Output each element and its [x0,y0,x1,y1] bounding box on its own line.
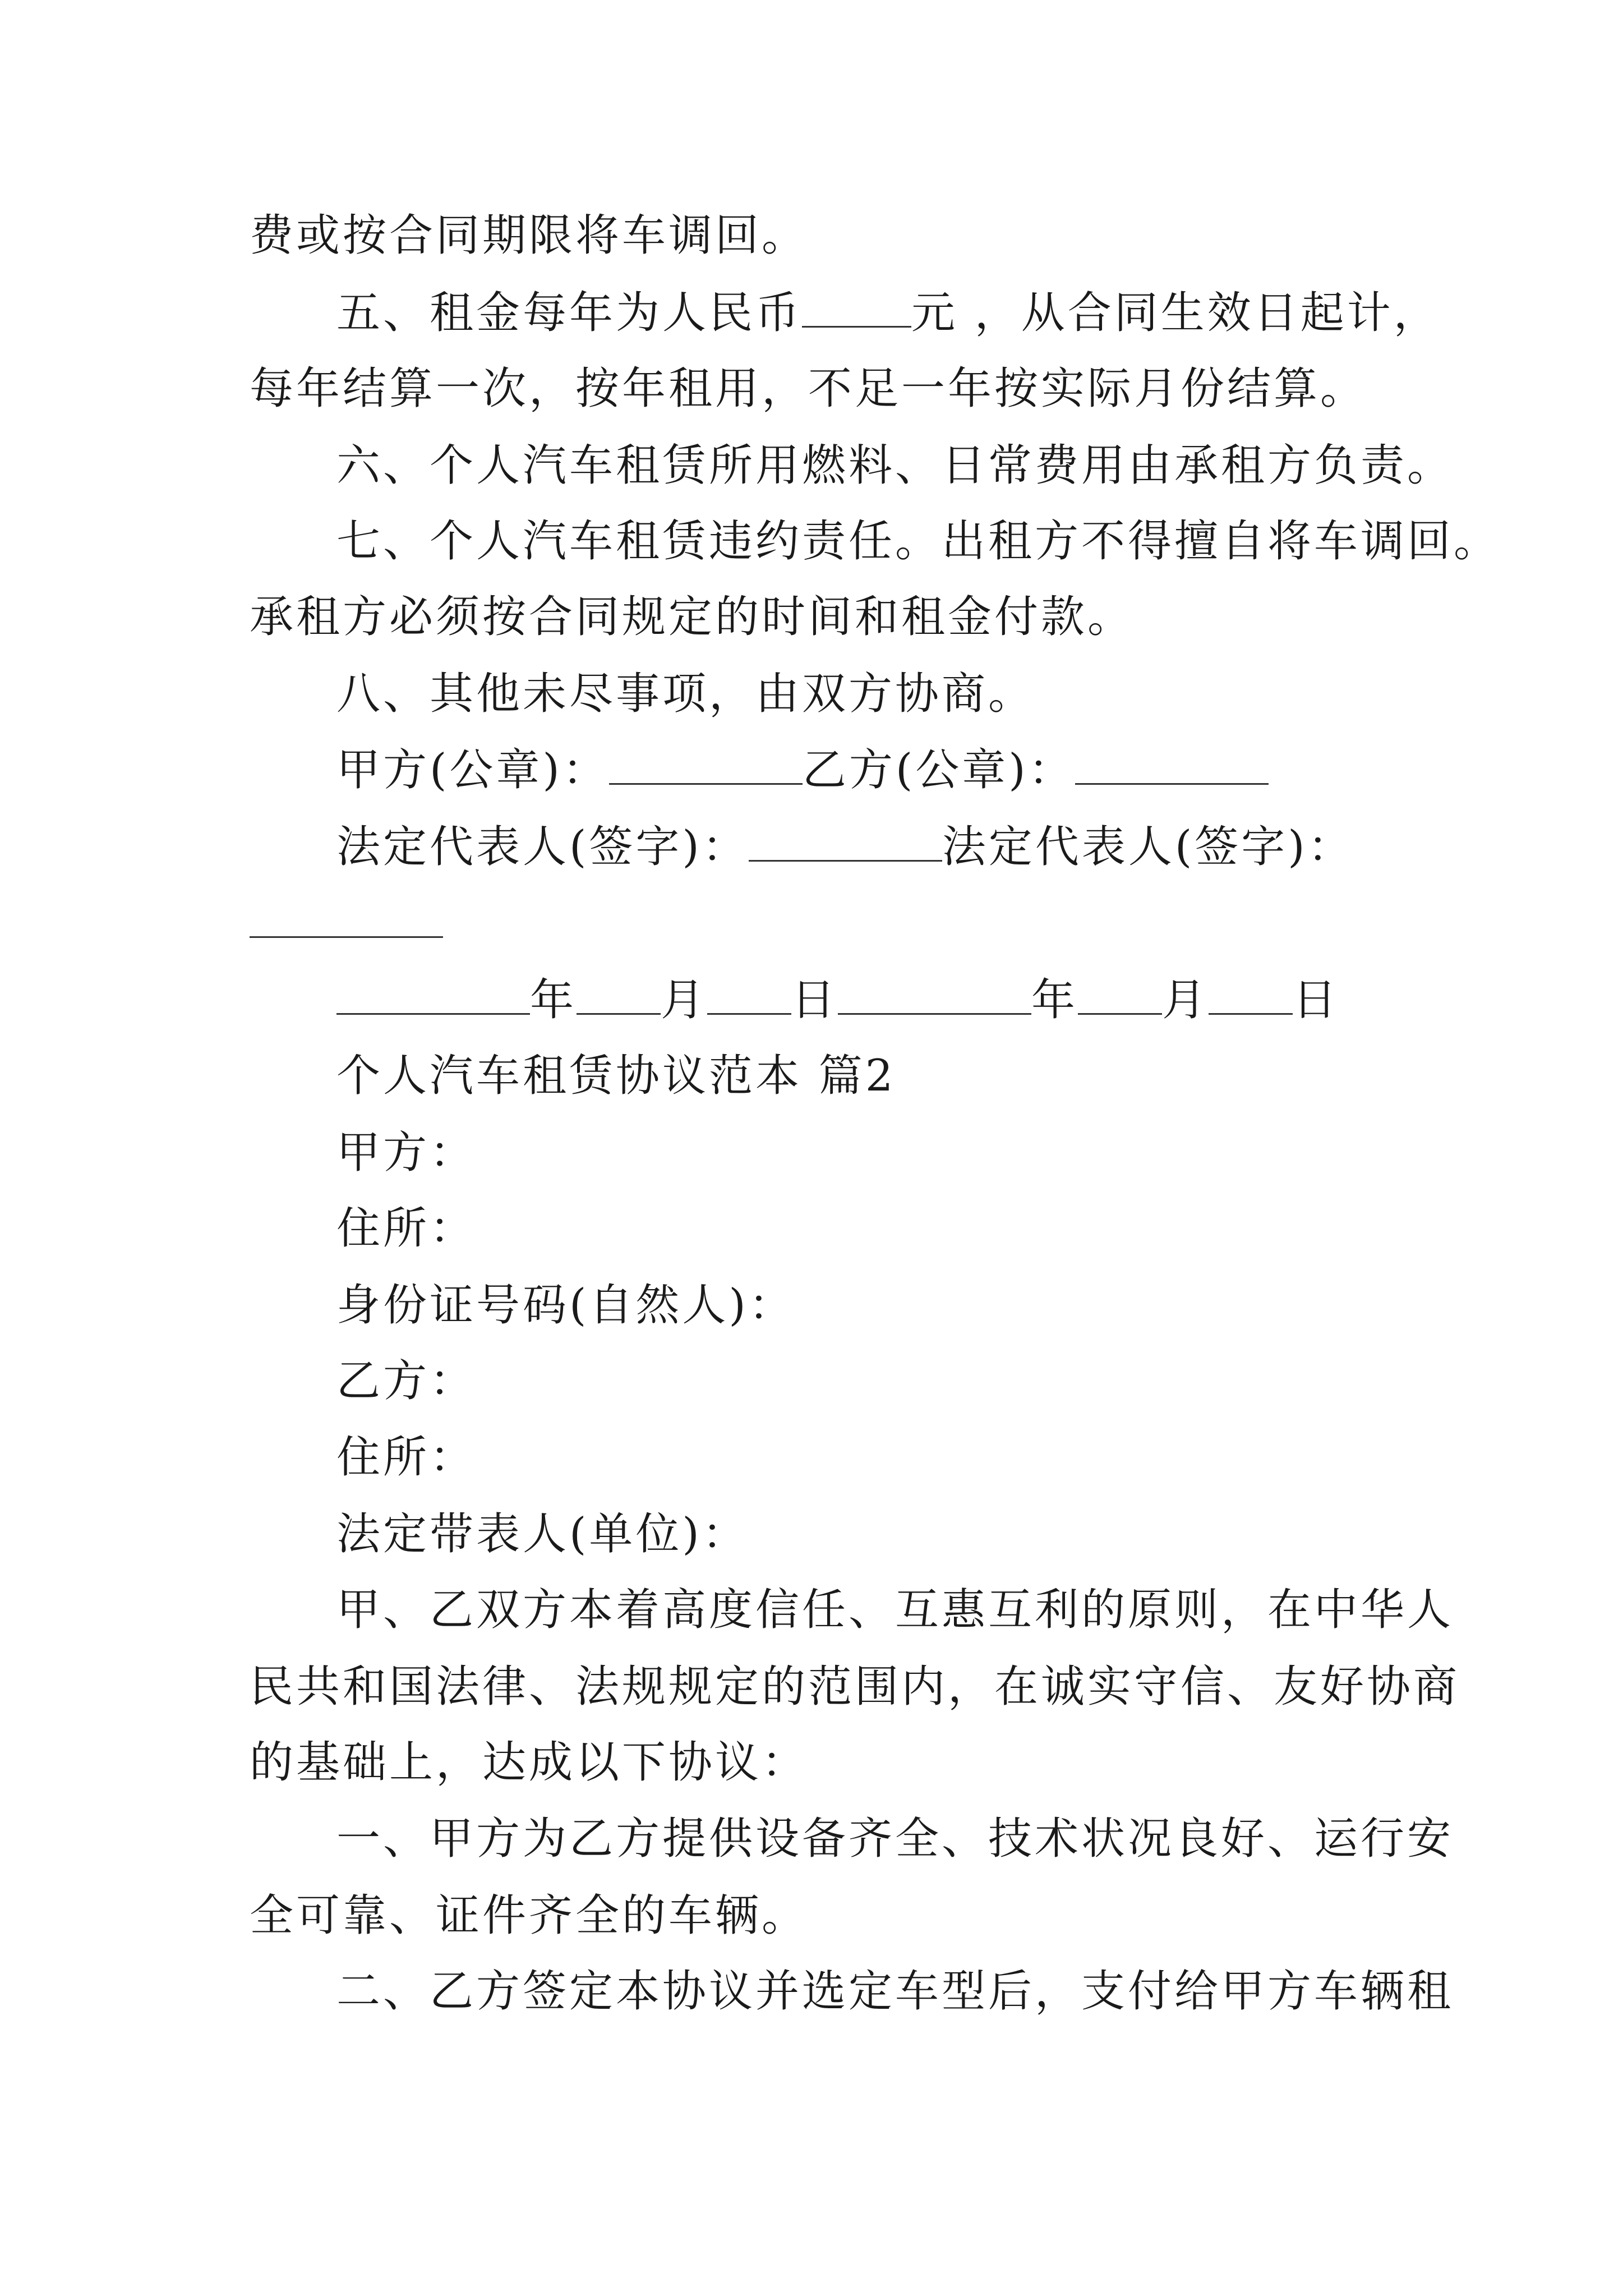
date-b-month: 月 [1162,975,1209,1025]
party-a-seal-label: 甲方(公章)： [336,745,609,795]
party-b-address-label: 住所： [336,1432,477,1483]
preamble-line-2: 民共和国法律、法规规定的范围内，在诚实守信、友好协商 [250,1662,1460,1712]
clause-8: 八、其他未尽事项，由双方协商。 [336,669,1035,719]
date-a-month-blank [577,974,661,1015]
signature-line [336,819,1469,875]
party-b-seal-blank [1075,744,1269,785]
paragraph-line: 费或按合同期限将车调回。 [250,210,809,261]
article-1-line-1: 一、甲方为乙方提供设备齐全、技术状况良好、运行安 [336,1814,1454,1864]
clause-7-line-1: 七、个人汽车租赁违约责任。出租方不得擅自将车调回。 [336,516,1501,567]
date-b-month-blank [1078,974,1162,1015]
date-a-year: 年 [530,975,577,1025]
party-b-seal-label: 乙方(公章)： [802,745,1075,795]
date-line [336,972,1469,1028]
party-b-rep-label: 法定带表人(单位)： [336,1509,749,1559]
date-a-day-blank [707,974,791,1015]
clause-5-line-1 [336,285,1469,341]
date-b-day-blank [1209,974,1293,1015]
party-b-rep-label: 法定代表人(签字)： [942,822,1354,872]
article-1-line-2: 全可靠、证件齐全的车辆。 [250,1890,809,1941]
date-a-month: 月 [661,975,708,1025]
seal-line [336,742,1469,798]
rent-amount-blank [802,287,911,328]
party-a-id-label: 身份证号码(自然人)： [336,1280,795,1331]
party-a-seal-blank [609,744,803,785]
clause-5-text-b: 元 ，从合同生效日起计， [911,288,1440,338]
clause-5-text-a: 五、租金每年为人民币 [336,288,803,338]
party-a-rep-blank [749,821,942,862]
date-b-year-blank [838,974,1031,1015]
preamble-line-1: 甲、乙双方本着高度信任、互惠互利的原则，在中华人 [336,1585,1454,1635]
clause-5-line-2: 每年结算一次，按年租用，不足一年按实际月份结算。 [250,364,1367,414]
clause-6: 六、个人汽车租赁所用燃料、日常费用由承租方负责。 [336,440,1454,491]
party-a-address-label: 住所： [336,1203,477,1254]
party-b-label: 乙方： [336,1356,477,1406]
signature-continuation [250,895,1382,951]
preamble-line-3: 的基础上，达成以下协议： [250,1737,809,1788]
date-a-year-blank [336,974,530,1015]
party-b-rep-blank [250,897,443,938]
article-2-line-1: 二、乙方签定本协议并选定车型后，支付给甲方车辆租 [336,1966,1454,2017]
date-a-day: 日 [791,975,838,1025]
party-a-rep-label: 法定代表人(签字)： [336,822,749,872]
clause-7-line-2: 承租方必须按合同规定的时间和租金付款。 [250,592,1135,642]
date-b-day: 日 [1293,975,1340,1025]
party-a-label: 甲方： [336,1128,477,1178]
date-b-year: 年 [1031,975,1078,1025]
section-title: 个人汽车租赁协议范本 篇2 [336,1051,896,1101]
